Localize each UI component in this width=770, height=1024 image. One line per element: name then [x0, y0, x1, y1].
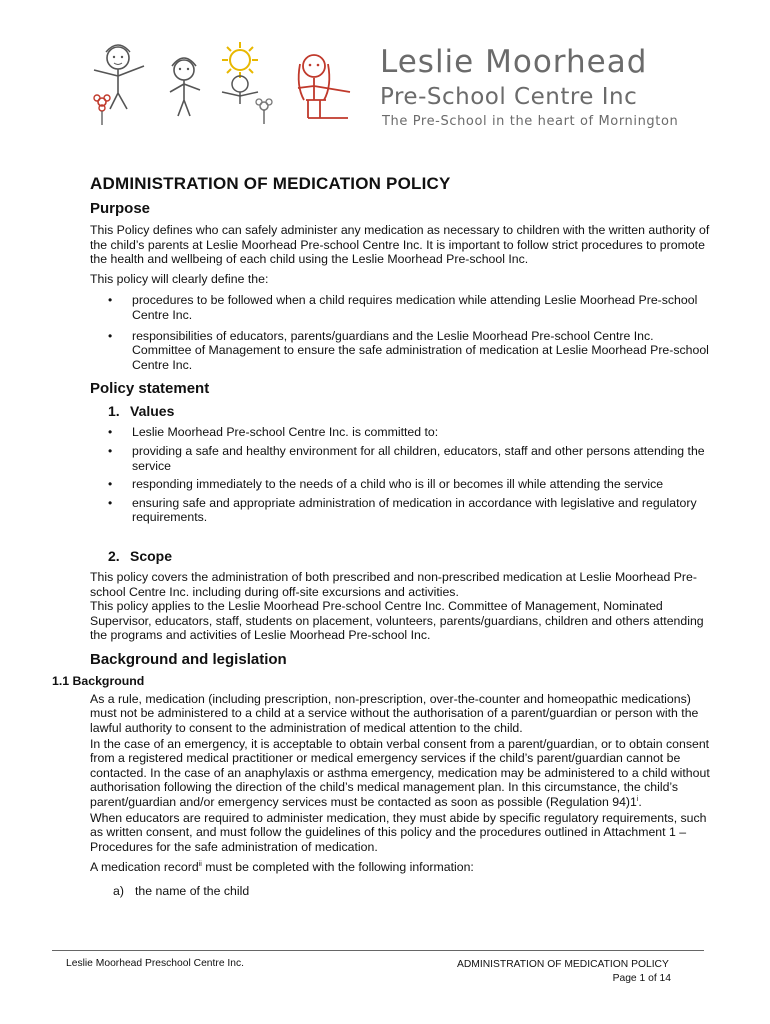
define-list	[90, 293, 710, 372]
list-item: • responding immediately to the needs of a child who is ill or becomes ill while attending the service	[90, 477, 710, 492]
scope-heading	[90, 547, 710, 565]
brand-subtitle: Pre-School Centre Inc	[380, 84, 638, 110]
footer-right	[457, 958, 671, 986]
section-title: Values	[130, 403, 175, 420]
values-heading	[90, 402, 710, 420]
footnote-marker[interactable]: i	[636, 795, 639, 803]
list-item: • ensuring safe and appropriate administration of medication in accordance with legislative and regulatory requirements.	[90, 496, 710, 525]
list-item: • providing a safe and healthy environment for all children, educators, staff and other persons attending the service	[90, 444, 710, 473]
footer-divider	[52, 950, 704, 951]
list-item: • procedures to be followed when a child requires medication while attending Leslie Moorhead Pre-school Centre Inc.	[90, 293, 710, 322]
background-heading: Background and legislation	[90, 650, 287, 668]
section-title: Scope	[130, 547, 173, 564]
background-paragraph: When educators are required to administer medication, they must abide by specific regulatory requirements, such as written consent, and must follow the guidelines of this policy and the procedures outlined in Attachment 1 – Procedures for the safe administration of medication.	[90, 810, 707, 854]
document-body	[52, 174, 710, 899]
footer-organisation: Leslie Moorhead Preschool Centre Inc.	[66, 958, 245, 969]
paragraph-text: In the case of an emergency, it is acceptable to obtain verbal consent from a parent/guardian, or to obtain consent from a registered medical practitioner or medical emergency services if the child’s parent/guardian cannot be contacted. In the case of an anaphylaxis or asthma emergency, medication may be administered to a child without authorisation following the direction of the child’s medical management plan. In this circumstance, the child’s parent/guardian and/or emergency services must be contacted as soon as possible (Regulation 94)1	[90, 736, 710, 810]
item-text: the name of the child	[135, 884, 250, 898]
scope-paragraph: This policy applies to the Leslie Moorhead Pre-school Centre Inc. Committee of Management, Nominated Supervisor, educators, staff, students on placement, volunteers, parents/guardians, children and others attending the programs and activities of Leslie Moorhead Pre-school Inc.	[90, 599, 704, 643]
document-title: ADMINISTRATION OF MEDICATION POLICY	[90, 174, 451, 193]
brand-tagline: The Pre-School in the heart of Mornington	[382, 114, 679, 129]
paragraph-text: must be completed with the following information:	[201, 860, 474, 875]
purpose-text: This Policy defines who can safely administer any medication as necessary to children with the written authority of the child’s parents at Leslie Moorhead Pre-school Centre Inc. It is important to follow strict procedures to promote the health and wellbeing of each child using the Leslie Moorhead Pre-school Inc.	[90, 223, 710, 267]
record-intro	[90, 860, 710, 875]
define-intro: This policy will clearly define the:	[90, 271, 269, 286]
section-title: Background	[72, 673, 145, 688]
page-number: Page 1 of 14	[612, 973, 671, 984]
purpose-heading: Purpose	[90, 200, 151, 217]
section-number: 2.	[108, 547, 120, 564]
background-paragraph: In the case of an emergency, it is acceptable to obtain verbal consent from a parent/guardian, or to obtain consent from a registered medical practitioner or medical emergency services if the child’s parent/guardian cannot be contacted. In the case of an anaphylaxis or asthma emergency, medication may be administered to a child without authorisation following the direction of the child’s medical management plan. In this circumstance, the child’s parent/guardian and/or emergency services must be contacted as soon as possible (Regulation 94)1$^i$.	[90, 736, 710, 810]
footnote-marker[interactable]: ii	[198, 861, 202, 869]
section-number: 1.1	[52, 673, 70, 688]
background-paragraph: As a rule, medication (including prescription, non-prescription, over-the-counter and homeopathic medications) must not be administered to a child at a service without the authorisation of a parent/guardian or person with the lawful authority to consent to the administration of medical attention to the child.	[90, 691, 699, 736]
list-item: • Leslie Moorhead Pre-school Centre Inc. is committed to:	[90, 425, 710, 440]
paragraph-text: A medication record	[90, 860, 199, 875]
values-list	[90, 425, 710, 525]
list-item: • responsibilities of educators, parents/guardians and the Leslie Moorhead Pre-school Centre Inc. Committee of Management to ensure the safe administration of medication at Leslie Moorhead Pre-school Centre Inc.	[90, 329, 710, 373]
section-number: 1.	[108, 403, 120, 420]
record-item	[90, 884, 710, 899]
brand-name: Leslie Moorhead	[380, 44, 648, 80]
scope-paragraph: This policy covers the administration of both prescribed and non-prescribed medication at Leslie Moorhead Pre-school Centre Inc. including during off-site excursions and activities.	[90, 569, 697, 599]
children-drawing-logo-icon	[88, 38, 368, 128]
letterhead	[0, 0, 770, 150]
footer-policy-title: ADMINISTRATION OF MEDICATION POLICY	[457, 959, 669, 970]
background-subheading	[52, 672, 710, 690]
item-letter: a)	[113, 884, 124, 898]
policy-statement-heading: Policy statement	[90, 380, 210, 398]
